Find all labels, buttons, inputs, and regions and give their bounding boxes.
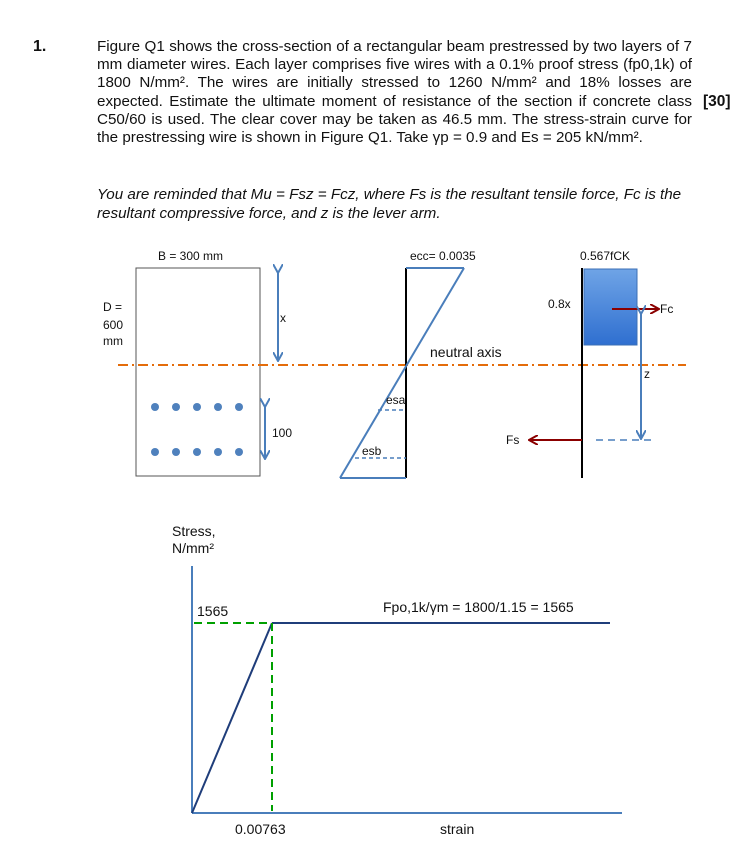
yield-strain-label: 0.00763 bbox=[235, 821, 286, 837]
elastic-line bbox=[192, 623, 272, 813]
wire bbox=[235, 448, 243, 456]
yield-stress-label: 1565 bbox=[197, 603, 229, 619]
stress-block-label: 0.567fCK bbox=[580, 249, 631, 263]
question-marks: [30] bbox=[703, 93, 731, 110]
beam-width-label: B = 300 mm bbox=[158, 249, 224, 263]
stress-strain-chart bbox=[172, 523, 622, 837]
stress-block-rect bbox=[584, 269, 637, 345]
beam-outline bbox=[136, 268, 260, 476]
ecc-label: ecc= 0.0035 bbox=[410, 249, 476, 263]
x-axis-label: strain bbox=[440, 821, 475, 837]
wire bbox=[214, 448, 222, 456]
esa-label: esa bbox=[386, 393, 406, 407]
reminder-text: You are reminded that Mu = Fsz = Fcz, where Fs is the resultant tensile force, Fc is the resultant compressive force, and z is the lever arm. bbox=[97, 186, 682, 222]
wire bbox=[214, 403, 222, 411]
fs-label: Fs bbox=[506, 433, 520, 447]
neutral-axis-label: neutral axis bbox=[430, 344, 502, 360]
wire bbox=[193, 448, 201, 456]
beam-cross-section bbox=[103, 249, 292, 476]
spacing-label: 100 bbox=[272, 426, 293, 440]
y-axis-label: Stress, bbox=[172, 523, 216, 539]
wire bbox=[172, 448, 180, 456]
block-depth-label: 0.8x bbox=[548, 297, 571, 311]
strain-profile bbox=[340, 268, 464, 478]
wire bbox=[193, 403, 201, 411]
wire bbox=[172, 403, 180, 411]
z-label: z bbox=[644, 367, 650, 381]
y-axis-unit: N/mm² bbox=[172, 540, 214, 556]
beam-depth-value: 600 bbox=[103, 318, 124, 332]
question-number: 1. bbox=[33, 38, 47, 55]
x-label: x bbox=[280, 311, 286, 325]
wire bbox=[235, 403, 243, 411]
wire bbox=[151, 448, 159, 456]
fc-label: Fc bbox=[660, 302, 674, 316]
question-text: Figure Q1 shows the cross-section of a rectangular beam prestressed by two layers of 7 mm diameter wires. Each layer comprises five wires with a 0.1% proof stress (fp0,1k) of 1800 N/mm². The wires are initially stressed to 1260 N/mm² and 18% losses are expected. Estimate the ultimate moment of resistance of the section if concrete class C50/60 is used. The clear cover may be taken as 46.5 mm. The stress-strain curve for the prestressing wire is shown in Figure Q1. Take γp = 0.9 and Es = 205 kN/mm². bbox=[97, 38, 692, 147]
wire bbox=[151, 403, 159, 411]
stress-block-diagram bbox=[506, 249, 673, 478]
plateau-label: Fpo,1k/γm = 1800/1.15 = 1565 bbox=[383, 599, 574, 615]
beam-depth-label: D = bbox=[103, 300, 123, 314]
esb-label: esb bbox=[362, 444, 382, 458]
strain-diagram bbox=[340, 249, 502, 478]
beam-depth-unit: mm bbox=[103, 334, 123, 348]
